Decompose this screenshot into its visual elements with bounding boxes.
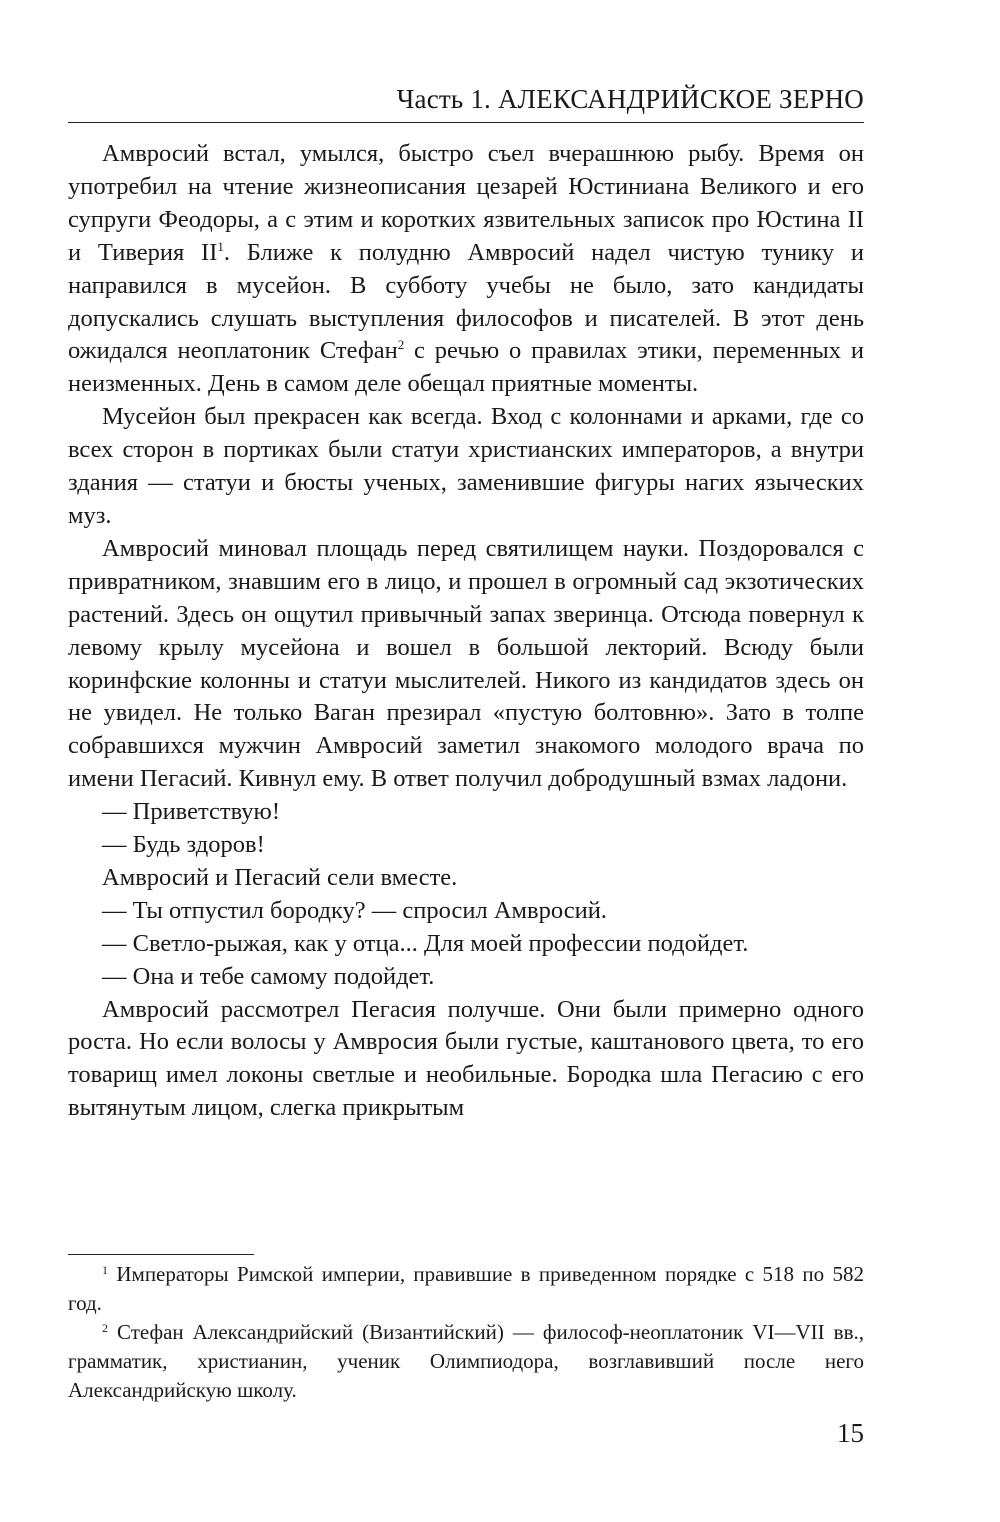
body-text [68,138,864,1125]
footnote-ref-2: 2 [397,337,405,353]
paragraph-1: Амвросий встал, умылся, быстро съел вчерашнюю рыбу. Время он употребил на чтение жизнеописания цезарей Юстиниана Великого и его супруги Феодоры, а с этим и коротких язвительных записок про Юстина II и Тиверия $II^1$. Ближе к полудню Амвросий надел чистую тунику и направился в мусейон. В субботу учебы не было, зато кандидаты допускались слушать выступления философов и писателей. В этот день ожидался неоплатоник Стефан$^2$ с речью о правилах этики, переменных и неизменных. День в самом деле обещал приятные моменты. [68,140,865,398]
page-number: 15 [837,1418,864,1448]
paragraph-3: Амвросий миновал площадь перед святилищем науки. Поздоровался с привратником, знавшим его в лицо, и прошел в огромный сад экзотических растений. Здесь он ощутил привычный запах зверинца. Отсюда повернул к левому крылу мусейона и вошел в большой лекторий. Всюду были коринфские колонны и статуи мыслителей. Никого из кандидатов здесь он не увидел. Не только Ваган презирал «пустую болтовню». Зато в толпе собравшихся мужчин Амвросий заметил знакомого молодого врача по имени Пегасий. Кивнул ему. В ответ получил добродушный взмах ладони. [68,534,864,793]
paragraph-2: Мусейон был прекрасен как всегда. Вход с колоннами и арками, где со всех сторон в портиках были статуи христианских императоров, а внутри здания — статуи и бюсты ученых, заменившие фигуры нагих языческих муз. [68,403,864,529]
running-title: Часть 1. АЛЕКСАНДРИЙСКОЕ ЗЕРНО [396,84,864,114]
footnote-divider [68,1254,254,1255]
narration-line: Амвросий и Пегасий сели вместе. [102,863,458,891]
footnote-ref-1: 1 [217,238,224,254]
footnotes [68,1260,864,1405]
footnote-mark: 2 [102,1321,108,1335]
dialogue-line-3: — Ты отпустил бородку? — спросил Амвросий. [102,896,607,924]
paragraph-4: Амвросий рассмотрел Пегасия получше. Они были примерно одного роста. Но если волосы у Амвросия были густые, каштанового цвета, то его товарищ имел локоны светлые и необильные. Бородка шла Пегасию с его вытянутым лицом, слегка прикрытым [68,995,864,1122]
footnote-2: $^2$ Стефан Александрийский (Византийский) — философ-неоплатоник VI—VII вв., грамматик, христианин, ученик Олимпиодора, возглавивший после него Александрийскую школу. [68,1320,864,1402]
footnote-mark: 1 [102,1263,108,1277]
footnote-1: $^1$ Императоры Римской империи, правившие в приведенном порядке с 518 по 582 год. [68,1262,864,1315]
dialogue-line-1: — Приветствую! [102,798,281,826]
dialogue-line-4: — Светло-рыжая, как у отца... Для моей профессии подойдет. [102,929,749,957]
running-header [68,78,864,123]
dialogue-line-2: — Будь здоров! [102,831,265,859]
dialogue-line-5: — Она и тебе самому подойдет. [102,962,435,990]
